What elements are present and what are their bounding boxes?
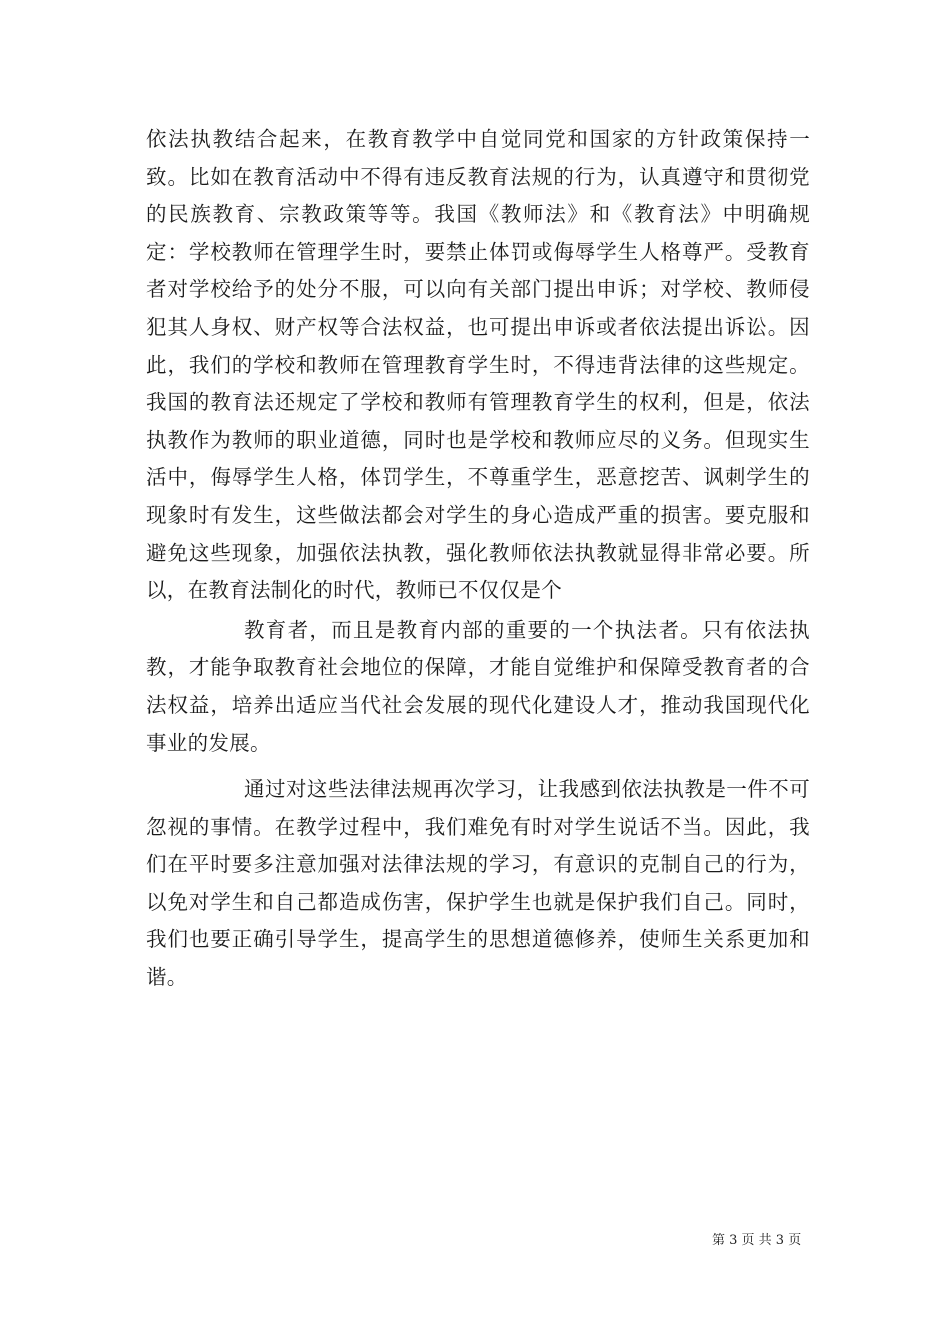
page-number-footer: 第 3 页 共 3 页 xyxy=(712,1233,802,1248)
paragraph-reflection: 通过对这些法律法规再次学习，让我感到依法执教是一件不可忽视的事情。在教学过程中，我们难免有时对学生说话不当。因此，我们在平时要多注意加强对法律法规的学习，有意识的克制自己的行为，以免对学生和自己都造成伤害，保护学生也就是保护我们自己。同时，我们也要正确引导学生，提高学生的思想道德修养，使师生关系更加和谐。 xyxy=(146,777,810,990)
paragraph-continuation: 依法执教结合起来，在教育教学中自觉同党和国家的方针政策保持一致。比如在教育活动中不得有违反教育法规的行为，认真遵守和贯彻党的民族教育、宗教政策等等。我国《教师法》和《教育法》中明确规定：学校教师在管理学生时，要禁止体罚或侮辱学生人格尊严。受教育者对学校给予的处分不服，可以向有关部门提出申诉；对学校、教师侵犯其人身权、财产权等合法权益，也可提出申诉或者依法提出诉讼。因此，我们的学校和教师在管理教育学生时，不得违背法律的这些规定。我国的教育法还规定了学校和教师有管理教育学生的权利，但是，依法执教作为教师的职业道德，同时也是学校和教师应尽的义务。但现实生活中，侮辱学生人格，体罚学生，不尊重学生，恶意挖苦、讽刺学生的现象时有发生，这些做法都会对学生的身心造成严重的损害。要克服和避免这些现象，加强依法执教，强化教师依法执教就显得非常必要。所以，在教育法制化的时代，教师已不仅仅是个 xyxy=(146,127,810,603)
paragraph-educator-role: 教育者，而且是教育内部的重要的一个执法者。只有依法执教，才能争取教育社会地位的保障，才能自觉维护和保障受教育者的合法权益，培养出适应当代社会发展的现代化建设人才，推动我国现代化事业的发展。 xyxy=(146,617,810,755)
document-body xyxy=(146,121,810,997)
